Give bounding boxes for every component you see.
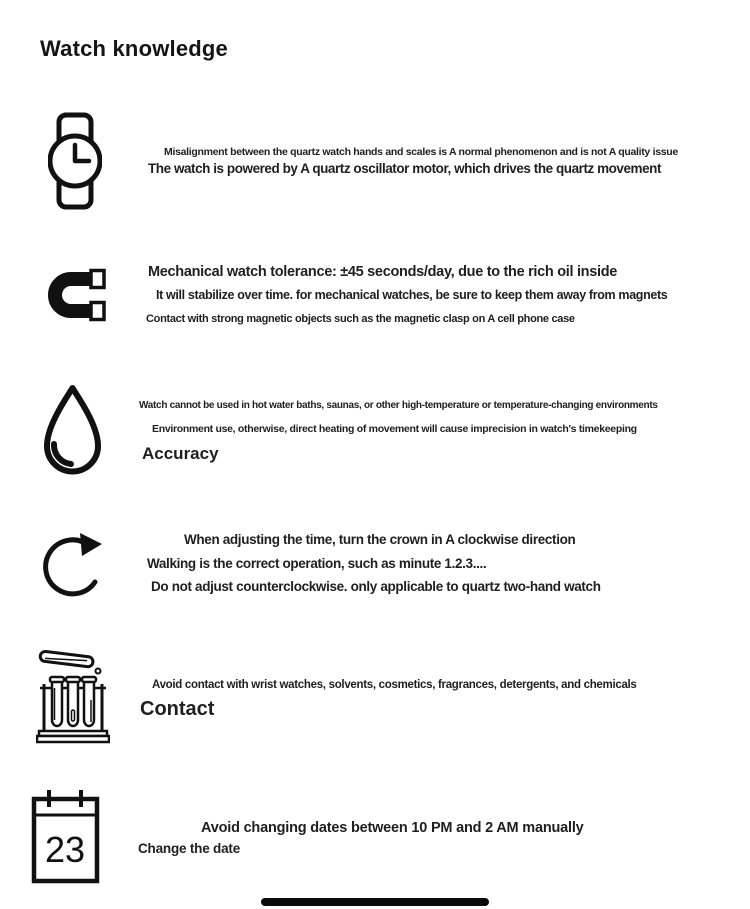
hot-water-warning-note: Watch cannot be used in hot water baths, saunas, or other high-temperature or temperature-changing environments bbox=[139, 400, 658, 411]
water-drop-icon bbox=[40, 383, 105, 478]
mechanical-tolerance-text: Mechanical watch tolerance: ±45 seconds/day, due to the rich oil inside bbox=[148, 264, 618, 280]
magnet-icon bbox=[43, 268, 107, 322]
clockwise-arrow-icon bbox=[42, 527, 105, 607]
page-title: Watch knowledge bbox=[40, 36, 228, 61]
accuracy-heading: Accuracy bbox=[142, 444, 219, 463]
watch-icon bbox=[48, 112, 102, 210]
quartz-misalignment-note: Misalignment between the quartz watch hands and scales is A normal phenomenon and is not A quality issue bbox=[164, 146, 678, 158]
magnetic-objects-note: Contact with strong magnetic objects such as the magnetic clasp on A cell phone case bbox=[146, 313, 575, 325]
calendar-icon bbox=[30, 788, 102, 885]
calendar-day-number: 23 bbox=[45, 829, 86, 870]
chemical-avoidance-text: Avoid contact with wrist watches, solvents, cosmetics, fragrances, detergents, and chemicals bbox=[152, 679, 637, 691]
clockwise-direction-text: When adjusting the time, turn the crown in A clockwise direction bbox=[184, 532, 576, 547]
change-date-heading: Change the date bbox=[138, 841, 241, 856]
walking-operation-text: Walking is the correct operation, such as minute 1.2.3.... bbox=[147, 556, 487, 571]
contact-heading: Contact bbox=[140, 698, 215, 720]
date-change-warning-text: Avoid changing dates between 10 PM and 2 AM manually bbox=[201, 820, 584, 836]
magnet-warning-text: It will stabilize over time. for mechanical watches, be sure to keep them away from magnets bbox=[156, 288, 668, 302]
quartz-movement-text: The watch is powered by A quartz oscillator motor, which drives the quartz movement bbox=[148, 161, 662, 176]
counterclockwise-warning-text: Do not adjust counterclockwise. only applicable to quartz two-hand watch bbox=[151, 579, 601, 594]
test-tubes-icon bbox=[36, 648, 110, 744]
home-indicator-bar bbox=[261, 898, 489, 906]
heating-imprecision-text: Environment use, otherwise, direct heating of movement will cause imprecision in watch's timekeeping bbox=[152, 423, 637, 435]
